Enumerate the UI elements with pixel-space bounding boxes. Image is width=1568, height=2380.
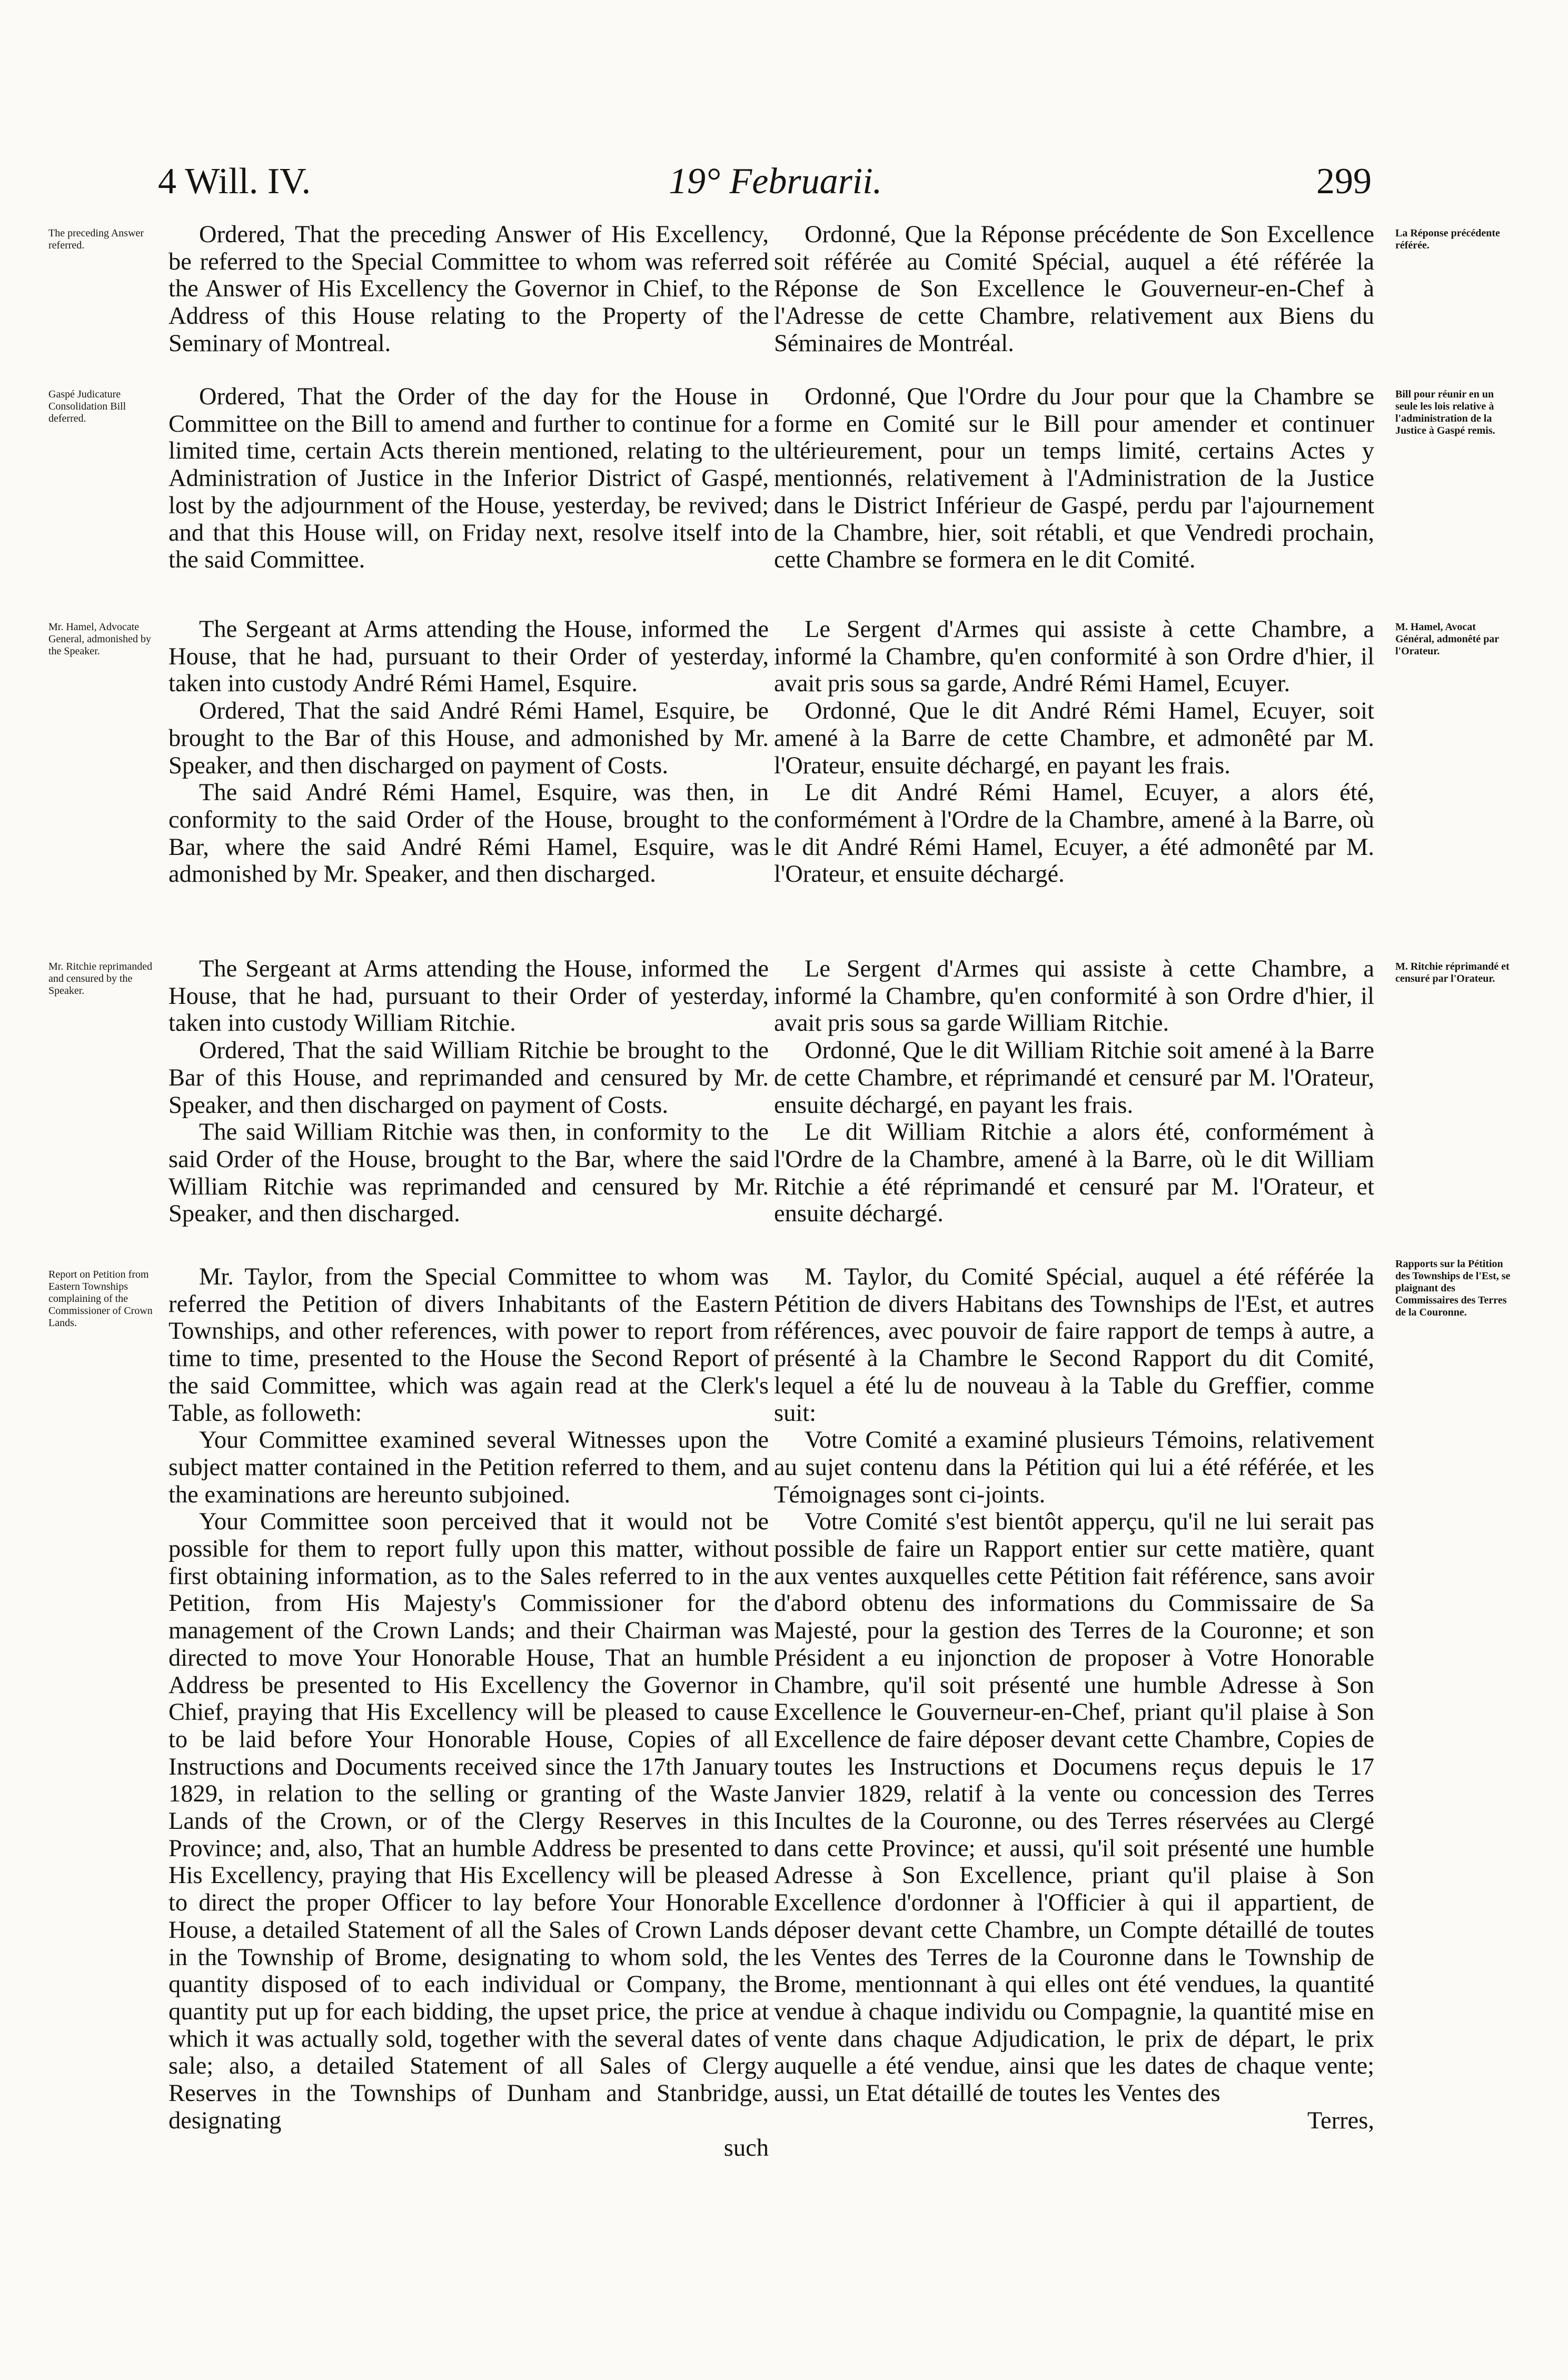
paragraph: Ordonné, Que le dit William Ritchie soit amené à la Barre de cette Chambre, et réprimandé et censuré par M. l'Orateur, ensuite déchargé, en payant les frais. (774, 1037, 1374, 1119)
entry-hamel (774, 616, 1374, 888)
paragraph: Mr. Taylor, from the Special Committee to whom was referred the Petition of divers Inhabitants of the Eastern Townships, and other references, with power to report from time to time, presented to the House the Second Report of the said Committee, which was again read at the Clerk's Table, as followeth: (168, 1263, 769, 1427)
entry-gaspe-bill (168, 383, 769, 574)
margin-note: Rapports sur la Pétition des Townships de l'Est, se plaignant des Commissaires des Terres de la Couronne. (1395, 1258, 1511, 1318)
catchword: Terres, (1307, 2107, 1374, 2134)
entry-ritchie (774, 955, 1374, 1228)
paragraph: Your Committee examined several Witnesses upon the subject matter contained in the Petition referred to them, and the examinations are hereunto subjoined. (168, 1427, 769, 1508)
margin-note: Bill pour réunir en un seule les lois relative à l'administration de la Justice à Gaspé remis. (1395, 389, 1495, 436)
entry-taylor-report (168, 1263, 769, 2162)
paragraph: Ordonné, Que la Réponse précédente de Son Excellence soit référée au Comité Spécial, auquel a été référée la Réponse de Son Excellence le Gouverneur-en-Chef à l'Adresse de cette Chambre, relativement aux Biens du Séminaires de Montréal. (774, 221, 1374, 357)
entry-preceding-answer (168, 221, 769, 357)
margin-note: M. Hamel, Avocat Général, admonêté par l'Orateur. (1395, 621, 1499, 657)
entry-gaspe-bill (774, 383, 1374, 574)
entry-ritchie (168, 955, 769, 1228)
paragraph: The said André Rémi Hamel, Esquire, was then, in conformity to the said Order of the House, brought to the Bar, where the said André Rémi Hamel, Esquire, was admonished by Mr. Speaker, and then discharged. (168, 779, 769, 888)
regnal-year: 4 Will. IV. (158, 161, 311, 202)
paragraph: Votre Comité s'est bientôt apperçu, qu'il ne lui serait pas possible de faire un Rapport entier sur cette matière, quant aux ventes auxquelles cette Pétition fait référence, sans avoir d'abord obtenu des informations du Commissaire de Sa Majesté, pour la gestion des Terres de la Couronne; et son Président a eu injonction de proposer à Votre Honorable Chambre, qu'il soit présenté une humble Adresse à Son Excellence le Gouverneur-en-Chef, priant qu'il plaise à Son Excellence de faire déposer devant cette Chambre, Copies de toutes les Instructions et Documens reçus depuis le 17 Janvier 1829, relatif à la vente ou concession des Terres Incultes de la Couronne, ou des Terres réservées au Clergé dans cette Province; et aussi, qu'il soit présenté une humble Adresse à Son Excellence, priant qu'il plaise à Son Excellence d'ordonner à l'Officier à qui il appartient, de déposer devant cette Chambre, un Compte détaillé de toutes les Ventes des Terres de la Couronne dans le Township de Brome, mentionnant à qui elles ont été vendues, la quantité vendue à chaque individu ou Compagnie, la quantité mise en vente dans chaque Adjudication, le prix de départ, le prix auquelle a été vendue, ainsi que les dates de chaque vente; aussi, un Etat détaillé de toutes les Ventes des (774, 1508, 1374, 2107)
paragraph: Your Committee soon perceived that it would not be possible for them to report fully upon this matter, without first obtaining information, as to the Sales referred to in the Petition, from His Majesty's Commissioner for the management of the Crown Lands; and their Chairman was directed to move Your Honorable House, That an humble Address be presented to His Excellency the Governor in Chief, praying that His Excellency will be pleased to cause to be laid before Your Honorable House, Copies of all Instructions and Documents received since the 17th January 1829, in relation to the selling or granting of the Waste Lands of the Crown, or of the Clergy Reserves in this Province; and, also, That an humble Address be presented to His Excellency, praying that His Excellency will be pleased to direct the proper Officer to lay before Your Honorable House, a detailed Statement of all the Sales of Crown Lands in the Township of Brome, designating to whom sold, the quantity disposed of to each individual or Company, the quantity put up for each bidding, the upset price, the price at which it was actually sold, together with the several dates of sale; also, a detailed Statement of all Sales of Clergy Reserves in the Townships of Dunham and Stanbridge, designating (168, 1508, 769, 2134)
paragraph: Ordered, That the preceding Answer of His Excellency, be referred to the Special Committee to whom was referred the Answer of His Excellency the Governor in Chief, to the Address of this House relating to the Property of the Seminary of Montreal. (168, 221, 769, 357)
margin-note: The preceding Answer referred. (48, 227, 144, 251)
paragraph: Ordered, That the Order of the day for the House in Committee on the Bill to amend and further to continue for a limited time, certain Acts therein mentioned, relating to the Administration of Justice in the Inferior District of Gaspé, lost by the adjournment of the House, yesterday, be revived; and that this House will, on Friday next, resolve itself into the said Committee. (168, 383, 769, 574)
margin-note: M. Ritchie réprimandé et censuré par l'Orateur. (1395, 961, 1510, 984)
paragraph: Le Sergent d'Armes qui assiste à cette Chambre, a informé la Chambre, qu'en conformité à son Ordre d'hier, il avait pris sous sa garde, André Rémi Hamel, Ecuyer. (774, 616, 1374, 698)
paragraph: The said William Ritchie was then, in conformity to the said Order of the House, brought to the Bar, where the said William Ritchie was reprimanded and censured by Mr. Speaker, and then discharged. (168, 1119, 769, 1228)
margin-note: Report on Petition from Eastern Townships complaining of the Commissioner of Crown Lands. (48, 1269, 153, 1329)
paragraph: Ordonné, Que l'Ordre du Jour pour que la Chambre se forme en Comité sur le Bill pour amender et continuer ultérieurement, pour un temps limité, certains Actes y mentionnés, relativement à l'Administration de la Justice dans le District Inférieur de Gaspé, perdu par l'ajournement de la Chambre, hier, soit rétabli, et que Vendredi prochain, cette Chambre se formera en le dit Comité. (774, 383, 1374, 574)
paragraph: Le Sergent d'Armes qui assiste à cette Chambre, a informé la Chambre, qu'en conformité à son Ordre d'hier, il avait pris sous sa garde William Ritchie. (774, 955, 1374, 1037)
paragraph: Le dit André Rémi Hamel, Ecuyer, a alors été, conformément à l'Ordre de la Chambre, amené à la Barre, où le dit André Rémi Hamel, Ecuyer, a été admonêté par M. l'Orateur, et ensuite déchargé. (774, 779, 1374, 888)
page-header (0, 161, 1568, 208)
margin-note: Mr. Hamel, Advocate General, admonished by the Speaker. (48, 621, 151, 657)
entry-taylor-report (774, 1263, 1374, 2135)
margin-note: Mr. Ritchie reprimanded and censured by the Speaker. (48, 961, 153, 997)
paragraph: The Sergeant at Arms attending the House, informed the House, that he had, pursuant to their Order of yesterday, taken into custody William Ritchie. (168, 955, 769, 1037)
margin-note: Gaspé Judicature Consolidation Bill deferred. (48, 389, 126, 424)
paragraph: Ordonné, Que le dit André Rémi Hamel, Ecuyer, soit amené à la Barre de cette Chambre, et admonêté par M. l'Orateur, ensuite déchargé, en payant les frais. (774, 698, 1374, 779)
paragraph: Le dit William Ritchie a alors été, conformément à l'Ordre de la Chambre, amené à la Barre, où le dit William Ritchie a été réprimandé et censuré par M. l'Orateur, et ensuite déchargé. (774, 1119, 1374, 1228)
paragraph: Ordered, That the said André Rémi Hamel, Esquire, be brought to the Bar of this House, and admonished by Mr. Speaker, and then discharged on payment of Costs. (168, 698, 769, 779)
catchword: such (723, 2134, 769, 2162)
paragraph: The Sergeant at Arms attending the House, informed the House, that he had, pursuant to their Order of yesterday, taken into custody André Rémi Hamel, Esquire. (168, 616, 769, 698)
sitting-date: 19° Februarii. (669, 161, 882, 202)
entry-hamel (168, 616, 769, 888)
paragraph: M. Taylor, du Comité Spécial, auquel a été référée la Pétition de divers Habitans des Townships de l'Est, et autres références, avec pouvoir de faire rapport de temps à autre, a présenté à la Chambre le Second Rapport du dit Comité, lequel a été lu de nouveau à la Table du Greffier, comme suit: (774, 1263, 1374, 1427)
margin-note: La Réponse précédente référée. (1395, 227, 1500, 251)
entry-preceding-answer (774, 221, 1374, 357)
paragraph: Ordered, That the said William Ritchie be brought to the Bar of this House, and reprimanded and censured by Mr. Speaker, and then discharged on payment of Costs. (168, 1037, 769, 1119)
paragraph: Votre Comité a examiné plusieurs Témoins, relativement au sujet contenu dans la Pétition qui lui a été référée, et les Témoignages sont ci-joints. (774, 1427, 1374, 1508)
page-number: 299 (1316, 161, 1372, 202)
